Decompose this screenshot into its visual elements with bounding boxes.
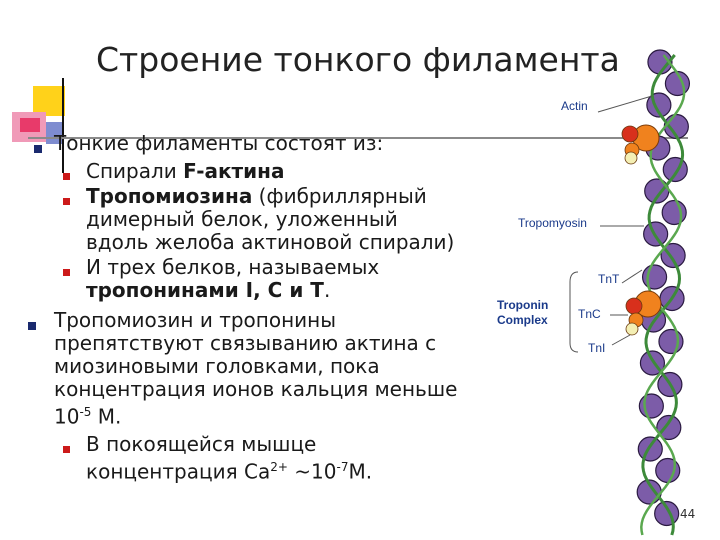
bullet-text: Тропомиозин и тропонины — [54, 308, 337, 332]
text-run: (фибриллярный — [252, 184, 427, 208]
text-run: Спирали — [86, 159, 184, 183]
tni-pointer-line — [612, 335, 630, 345]
actin-monomer — [662, 201, 686, 225]
bullet-text-line: концентрация ионов кальция меньше — [54, 377, 458, 401]
text-run: . — [323, 278, 331, 302]
text-superscript: 2+ — [270, 460, 288, 474]
sub-bullet-text: И трех белков, называемых — [86, 255, 380, 279]
text-superscript: -7 — [336, 460, 349, 474]
slide-title: Строение тонкого филамента — [96, 40, 620, 79]
sub-bullet-text: В покоящейся мышце — [86, 432, 317, 456]
sub-bullet-text-line: димерный белок, уложенный — [86, 207, 398, 231]
tni-label: TnI — [588, 341, 606, 355]
bullet-text: Тонкие филаменты состоят из: — [54, 131, 384, 155]
text-run: ~10 — [287, 459, 337, 484]
actin-monomer — [643, 265, 667, 289]
troponin-label-line: Complex — [497, 313, 548, 327]
troponin-subunit — [626, 323, 638, 335]
text-run: М. — [91, 404, 122, 429]
actin-monomer — [663, 158, 687, 182]
tnc-label: TnC — [578, 307, 601, 321]
troponin-label: Troponin — [497, 298, 549, 312]
troponin-subunit — [625, 152, 637, 164]
text-run: М. — [348, 459, 373, 484]
text-superscript: -5 — [79, 405, 92, 419]
troponin-subunit — [622, 126, 638, 142]
text-run: 10 — [54, 404, 80, 429]
tnt-label: TnT — [598, 272, 620, 286]
actin-monomer — [638, 437, 662, 461]
tnt-pointer-line — [622, 270, 642, 283]
text-bold: F-актина — [183, 159, 285, 183]
bullet-text-line: препятствуют связыванию актина с — [54, 331, 437, 355]
actin-monomer — [639, 394, 663, 418]
page-number: 44 — [680, 507, 696, 521]
troponin-bracket — [570, 272, 578, 352]
sub-bullet-text-line: вдоль желоба актиновой спирали) — [86, 230, 455, 254]
actin-monomer — [656, 459, 680, 483]
actin-label: Actin — [561, 99, 588, 113]
actin-monomer — [659, 330, 683, 354]
bullet-text-line: миозиновыми головками, пока — [54, 354, 380, 378]
tropomyosin-label: Tropomyosin — [518, 216, 587, 230]
text-bold: тропонинами I, C и T — [86, 278, 324, 302]
text-bold: Тропомиозина — [86, 184, 253, 208]
troponin-subunit — [626, 298, 642, 314]
text-run: концентрация Ca — [86, 459, 271, 484]
actin-pointer-line — [598, 96, 652, 112]
